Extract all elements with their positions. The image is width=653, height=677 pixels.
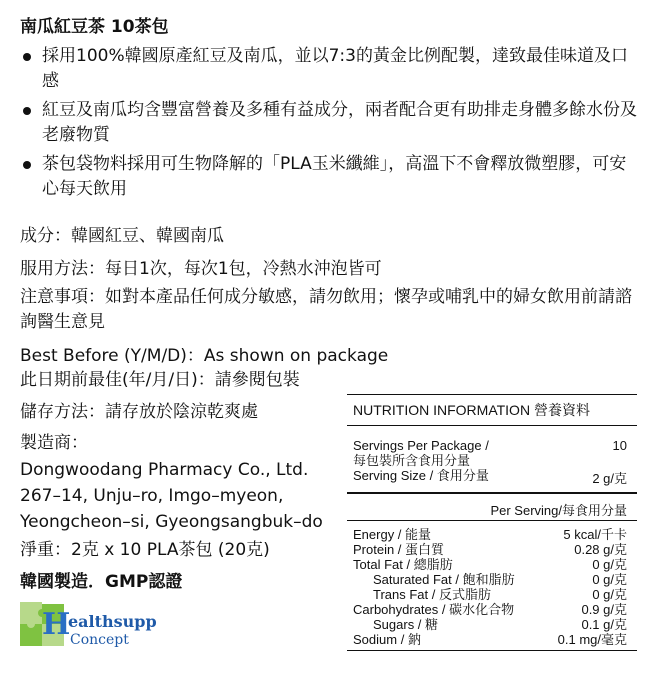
best-before-zh: 此日期前最佳(年/月/日)：請參閱包裝 (20, 370, 300, 390)
origin-text: 韓國製造．GMP認證 (20, 572, 183, 592)
nutrition-rows (347, 527, 637, 647)
bullet-icon (23, 161, 31, 169)
divider (347, 520, 637, 521)
feature-item: 採用100%韓國原產紅豆及南瓜，並以7:3的黃金比例配製，達致最佳味道及口感 (20, 44, 640, 94)
best-before-en: Best Before (Y/M/D)：As shown on package (20, 346, 389, 366)
logo-text-2: Concept (70, 632, 129, 648)
feature-item: 紅豆及南瓜均含豐富營養及多種有益成分，兩者配合更有助排走身體多餘水份及老廢物質 (20, 98, 640, 148)
storage-text: 儲存方法：請存放於陰涼乾爽處 (20, 402, 258, 422)
feature-list (20, 44, 640, 206)
manufacturer-address-1: 267–14, Unju–ro, Imgo–myeon, (20, 486, 284, 506)
net-weight-text: 淨重：2克 x 10 PLA茶包 (20克) (20, 540, 270, 560)
nutrition-row: Sugars / 糖 0.1 g/克 (373, 617, 627, 632)
nutrition-row: Protein / 蛋白質 0.28 g/克 (353, 542, 627, 557)
nutrition-row: Energy / 能量 5 kcal/千卡 (353, 527, 627, 542)
nutrition-panel (347, 394, 637, 651)
manufacturer-label: 製造商： (20, 433, 88, 453)
bullet-icon (23, 53, 31, 61)
nutrition-row: Saturated Fat / 飽和脂肪 0 g/克 (373, 572, 627, 587)
product-title: 南瓜紅豆茶 10茶包 (20, 17, 169, 37)
servings-block (347, 426, 637, 492)
servings-label-2: 每包裝所含食用分量 (353, 453, 471, 468)
nutrition-row: Carbohydrates / 碳水化合物 0.9 g/克 (353, 602, 627, 617)
logo-initial: H (42, 607, 71, 642)
bullet-icon (23, 107, 31, 115)
per-serving-label: Per Serving/每食用分量 (490, 503, 627, 518)
nutrition-row: Total Fat / 總脂肪 0 g/克 (353, 557, 627, 572)
divider (347, 650, 637, 651)
manufacturer-name: Dongwoodang Pharmacy Co., Ltd. (20, 460, 309, 480)
servings-label-1: Servings Per Package / (353, 438, 489, 453)
nutrition-header: NUTRITION INFORMATION 營養資料 (347, 394, 637, 426)
serving-size-value: 2 g/克 (592, 471, 627, 486)
feature-item: 茶包袋物料採用可生物降解的「PLA玉米纖維」，高溫下不會釋放微塑膠，可安心每天飲用 (20, 152, 640, 202)
nutrition-row: Trans Fat / 反式脂肪 0 g/克 (373, 587, 627, 602)
nutrition-row: Sodium / 鈉 0.1 mg/毫克 (353, 632, 627, 647)
servings-value: 10 (612, 438, 627, 453)
usage-text: 服用方法：每日1次，每次1包，冷熱水沖泡皆可 (20, 259, 382, 279)
notice-text: 注意事項：如對本產品任何成分敏感，請勿飲用；懷孕或哺乳中的婦女飲用前請諮詢醫生意見 (20, 287, 632, 332)
manufacturer-address-2: Yeongcheon–si, Gyeongsangbuk–do (20, 512, 323, 532)
serving-size-label: Serving Size / 食用分量 (353, 468, 489, 483)
logo-text-1: ealthsupp (68, 612, 157, 631)
ingredients-text: 成分：韓國紅豆、韓國南瓜 (20, 226, 224, 246)
